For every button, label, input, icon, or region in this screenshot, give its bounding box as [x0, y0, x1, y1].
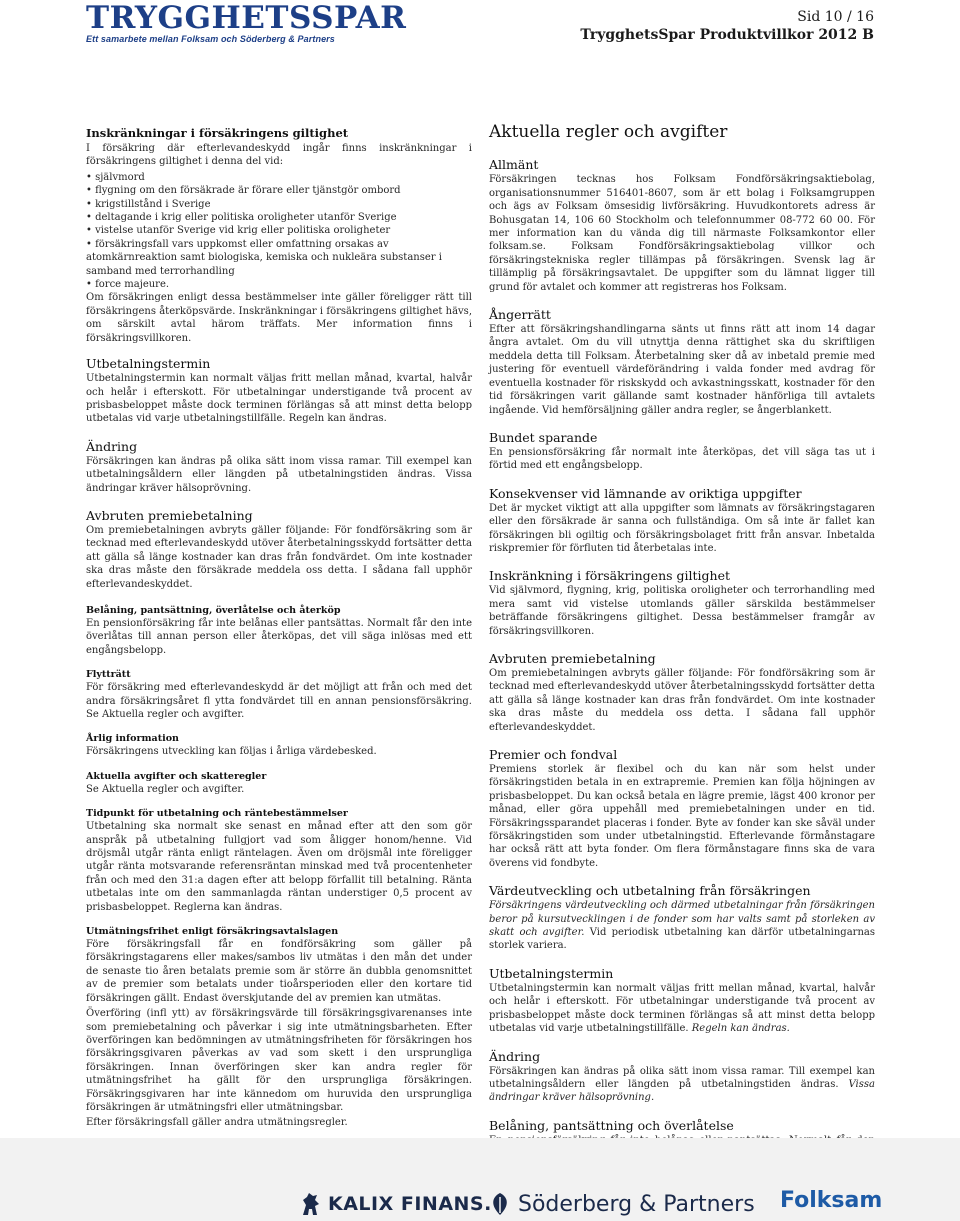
italic-text: Försäkringens värdeutveckling och därmed utbetalningar från försäkringen beror på kursutvecklingen i de fonder som har valts samt på storleken av skatt och avgifter.: [489, 900, 875, 939]
section-text: Se Aktuella regler och avgifter.: [86, 783, 245, 795]
section-text: Det är mycket viktigt att alla uppgifter som lämnats av försäkringstagaren eller den försäkrade är sanna och fullständiga. Om så inte är fallet kan försäkringen bli ogiltig och försäkringsbolaget fritt från ansvar. Inbetalda riskpremier för förfluten tid återbetalas inte.: [489, 502, 875, 554]
section-title: Årlig information: [86, 733, 179, 745]
list-item: • försäkringsfall vars uppkomst eller omfattning orsakas av atomkärnreaktion samt biologiska, kemiska och nukleära substanser i samband med terrorhandling: [86, 238, 472, 278]
section-consequences: [489, 486, 875, 556]
section-payout-term: [86, 356, 472, 426]
section-value-development: [489, 883, 875, 953]
kalix-lion-icon: [300, 1191, 322, 1217]
section-title: Avbruten premiebetalning: [86, 507, 253, 523]
section-restrictions: [86, 126, 472, 345]
section-intro: I försäkring där efterlevandeskydd ingår finns inskränkningar i försäkringens giltighet i denna del vid:: [86, 143, 472, 168]
section-exemption: [86, 925, 472, 1130]
section-text: Försäkringen kan ändras på olika sätt inom vissa ramar. Till exempel kan utbetalningsåldern eller längden på utbetalningstiden ändras. Vissa ändringar kräver hälsoprövning.: [86, 455, 472, 494]
italic-text: Vissa ändringar kräver hälsoprövning.: [489, 1078, 875, 1104]
section-title: Ångerrätt: [489, 307, 551, 323]
section-text: Efter försäkringsfall gäller andra utmätningsregler.: [86, 1117, 348, 1129]
section-title: Värdeutveckling och utbetalning från försäkringen: [489, 883, 811, 899]
section-text: Försäkringen tecknas hos Folksam Fondförsäkringsaktiebolag, organisationsnummer 516401-8607, som är ett bolag i Folksamgruppen och ägs av Folksam ömsesidig livförsäkring. Huvudkontorets adress är Bohusgatan 14, 106 60 Stockholm och telefonnummer 08-772 60 00. För mer information kan du vända dig till närmaste Folksamkontor eller folksam.se. Folksam Fondförsäkringsaktiebolag villkor och försäkringstekniska regler tillämpas på försäkringen. Svensk lag är tillämplig på försäkringsavtalet. De uppgifter som du lämnat ligger till grund för avtalet och kommer att registreras hos Folksam.: [489, 174, 875, 293]
section-title: Belåning, pantsättning och överlåtelse: [489, 1117, 734, 1133]
list-item: • deltagande i krig eller politiska oroligheter utanför Sverige: [86, 211, 472, 224]
page-info: [580, 8, 874, 44]
section-text: [489, 982, 875, 1036]
section-title: Bundet sparande: [489, 429, 598, 445]
left-column: [86, 126, 472, 1141]
logo-subtitle: Ett samarbete mellan Folksam och Söderberg & Partners: [86, 34, 335, 44]
section-text: Om premiebetalningen avbryts gäller följande: För fondförsäkring som är tecknad med efterlevandeskydd utöver återbetalningsskydd fortsätter detta att gälla så länge kostnader kan dras från fondvärdet. Om inte kostnader ska dras måste du meddela oss detta. I sådana fall upphör efterlevandeskyddet.: [489, 667, 875, 733]
section-title: Utmätningsfrihet enligt försäkringsavtalslagen: [86, 926, 339, 938]
restrictions-list: [86, 171, 472, 292]
section-title: Utbetalningstermin: [489, 965, 614, 981]
page-number: Sid 10 / 16: [797, 9, 874, 25]
logo-text: TRYGGHETSSPAR: [86, 0, 407, 36]
section-title: Inskränkning i försäkringens giltighet: [489, 568, 730, 584]
section-text: Utbetalningstermin kan normalt väljas fritt mellan månad, kvartal, halvår och helår i efterskott. För utbetalningar understigande två procent av prisbasbeloppet måste dock terminen förlängas så att minst detta belopp utbetalas vid varje utbetalningstillfälle. Regeln kan ändras.: [86, 373, 472, 425]
section-text: Försäkringens utveckling kan följas i årliga värdebesked.: [86, 746, 377, 758]
section-title: Flytträtt: [86, 669, 131, 681]
section-text: [489, 899, 875, 953]
trygghetsspar-logo: [86, 0, 407, 46]
section-title: Premier och fondval: [489, 747, 618, 762]
section-restrictions: [489, 568, 875, 638]
section-title: Avbruten premiebetalning: [489, 650, 656, 666]
page-footer: [0, 1138, 960, 1221]
section-cancelled-premium: [86, 508, 472, 591]
list-item: • vistelse utanför Sverige vid krig eller politiska oroligheter: [86, 224, 472, 237]
section-change: [489, 1049, 875, 1105]
section-title: Tidpunkt för utbetalning och räntebestämmelser: [86, 808, 348, 820]
section-payout-term: [489, 966, 875, 1036]
italic-text: Regeln kan ändras.: [691, 1023, 790, 1035]
list-item: • force majeure.: [86, 278, 472, 291]
section-text: Utbetalning ska normalt ske senast en månad efter att den som gör anspråk på utbetalning fullgjort vad som åligger honom/henne. Vid dröjsmål utgår ränta enligt räntelagen. Även om dröjsmål inte föreligger utgår ränta motsvarande referensräntan minskad med två procentenheter från och med den 31:a dagen efter att belopp förfallit till betalning. Ränta utbetalas inte om den sammanlagda räntan understiger 0,5 procent av prisbasbeloppet. Reglerna kan ändras.: [86, 821, 472, 913]
soderberg-partners-logo: [488, 1190, 755, 1218]
soderberg-text: Söderberg & Partners: [518, 1191, 755, 1217]
section-change: [86, 439, 472, 495]
section-text: För försäkring med efterlevandeskydd är det möjligt att från och med det andra försäkringsåret fl ytta fondvärdet till en annan pensionsförsäkring. Se Aktuella regler och avgifter.: [86, 682, 472, 720]
list-item: • krigstillstånd i Sverige: [86, 198, 472, 211]
section-title: Konsekvenser vid lämnande av oriktiga uppgifter: [489, 485, 802, 501]
section-bound-saving: [489, 430, 875, 473]
soderberg-leaf-icon: [488, 1191, 512, 1217]
section-title: Inskränkningar i försäkringens giltighet: [86, 126, 349, 140]
section-title: Aktuella avgifter och skatteregler: [86, 770, 267, 782]
section-title: Belåning, pantsättning, överlåtelse och återköp: [86, 604, 341, 616]
product-label: TrygghetsSpar Produktvillkor 2012 B: [580, 27, 874, 43]
section-regret: [489, 307, 875, 417]
section-title: Allmänt: [489, 157, 539, 173]
list-item: • flygning om den försäkrade är förare eller tjänstgör ombord: [86, 184, 472, 197]
section-title: Utbetalningstermin: [86, 356, 211, 372]
section-cancelled-premium: [489, 651, 875, 734]
plain-text: Vid periodisk utbetalning kan därför utbetalningarnas storlek variera.: [489, 927, 875, 952]
section-text: En pensionförsäkring får inte belånas eller pantsättas. Normalt får den inte överlåtas till annan person eller återköpas, det vill säga inlösas med ett engångsbelopp.: [86, 617, 472, 656]
section-title: Ändring: [86, 438, 138, 454]
section-text: Överföring (infl ytt) av försäkringsvärde till försäkringsgivarenanses inte som premiebetalning och påverkar i sig inte utmätningsbarheten. Efter överföringen kan bedömningen av utmätningsfriheten för försäkringen hos försäkringsgivaren påverkas av vad som skett i den ursprungliga försäkringen. Innan överföringen sker kan andra regler för utmätningsfrihet ha gällt för den ursprungliga försäkringen. Försäkringsgivaren har inte kännedom om huruvida den ursprungliga försäkringen är utmätningsfri eller utmätningsbar.: [86, 1008, 472, 1113]
section-fees: [86, 770, 472, 796]
section-text: Om premiebetalningen avbryts gäller följande: För fondförsäkring som är tecknad med efterlevandeskydd utöver återbetalningsskydd fortsätter detta att gälla så länge kostnader kan dras från fondvärdet. Om inte kostnader ska dras måste den försäkrade meddela oss detta. I sådana fall upphör efterlevandeskyddet.: [86, 524, 472, 590]
section-premiums: [489, 747, 875, 870]
section-text: Premiens storlek är flexibel och du kan när som helst under försäkringstiden betala in en extrapremie. Premien kan följa höjningen av prisbasbeloppet. Du kan också betala en lägre premie, lägst 400 kronor per månad, eller göra uppehåll med premiebetalningen under en tid. Försäkringssparandet placeras i fonder. Byte av fonder kan ske såväl under försäkringstiden som under utbetalningstid. Efterlevande förmånstagare har också rätt att byta fonder. Om flera förmånstagare finns ska de vara överens vid fondbyte.: [489, 764, 875, 869]
section-text: Efter att försäkringshandlingarna sänts ut finns rätt att inom 14 dagar ångra avtalet. Om du vill utnyttja denna rättighet ska du skriftligen meddela detta till Folksam. Återbetalning sker då av inbetald premie med justering för eventuell värdeförändring i valda fonder med avdrag för eventuella kostnader för riskskydd och avkastningsskatt, kostnader för den tid försäkringen varit gällande samt kostnader hänförliga till avtalets ingående. Vid hemförsäljning gäller andra regler, se ångerblankett.: [489, 324, 875, 416]
section-title: Ändring: [489, 1048, 541, 1064]
plain-text: Försäkringen kan ändras på olika sätt inom vissa ramar. Till exempel kan utbetalningsåldern eller längden på utbetalningstiden ändras.: [489, 1065, 875, 1090]
section-timing: [86, 807, 472, 914]
plain-text: Utbetalningstermin kan normalt väljas fritt mellan månad, kvartal, halvår och helår i efterskott. För utbetalningar understigande två procent av prisbasbeloppet måste dock terminen förlängas så att minst detta belopp utbetalas vid varje utbetalningstillfälle.: [489, 982, 875, 1035]
section-annual-info: [86, 732, 472, 758]
section-transfer: [86, 668, 472, 721]
section-text: En pensionsförsäkring får normalt inte återköpas, det vill säga tas ut i förtid med ett engångsbelopp.: [489, 446, 875, 472]
list-item: • självmord: [86, 171, 472, 184]
kalix-text: KALIX FINANS.: [328, 1193, 492, 1215]
right-column: [489, 122, 875, 1174]
page-title: Aktuella regler och avgifter: [489, 122, 728, 142]
folksam-logo: Folksam: [780, 1188, 883, 1213]
section-text: Om försäkringen enligt dessa bestämmelser inte gäller föreligger rätt till försäkringens återköpsvärde. Inskränkningar i försäkringens giltighet hävs, om särskilt avtal härom träffats. Mer information finns i försäkringsvillkoren.: [86, 292, 472, 344]
section-text: [489, 1065, 875, 1105]
kalix-finans-logo: [300, 1190, 492, 1218]
section-pledge: [86, 604, 472, 657]
section-text: Före försäkringsfall får en fondförsäkring som gäller på försäkringstagarens eller makes/sambos liv utmätas i den mån det under de senaste tio åren betalats premie som är större än dubbla genomsnittet av de premier som betalats under tioårsperioden eller den kortare tid försäkringen gällt. Endast överskjutande del av premien kan utmätas.: [86, 939, 472, 1004]
page-header: [0, 0, 960, 50]
section-general: [489, 157, 875, 294]
section-text: Vid självmord, flygning, krig, politiska oroligheter och terrorhandling med mera samt vid vistelse utomlands gäller särskilda bestämmelser beträffande försäkringens giltighet. Dessa bestämmelser framgår av försäkringsvillkoren.: [489, 585, 875, 637]
